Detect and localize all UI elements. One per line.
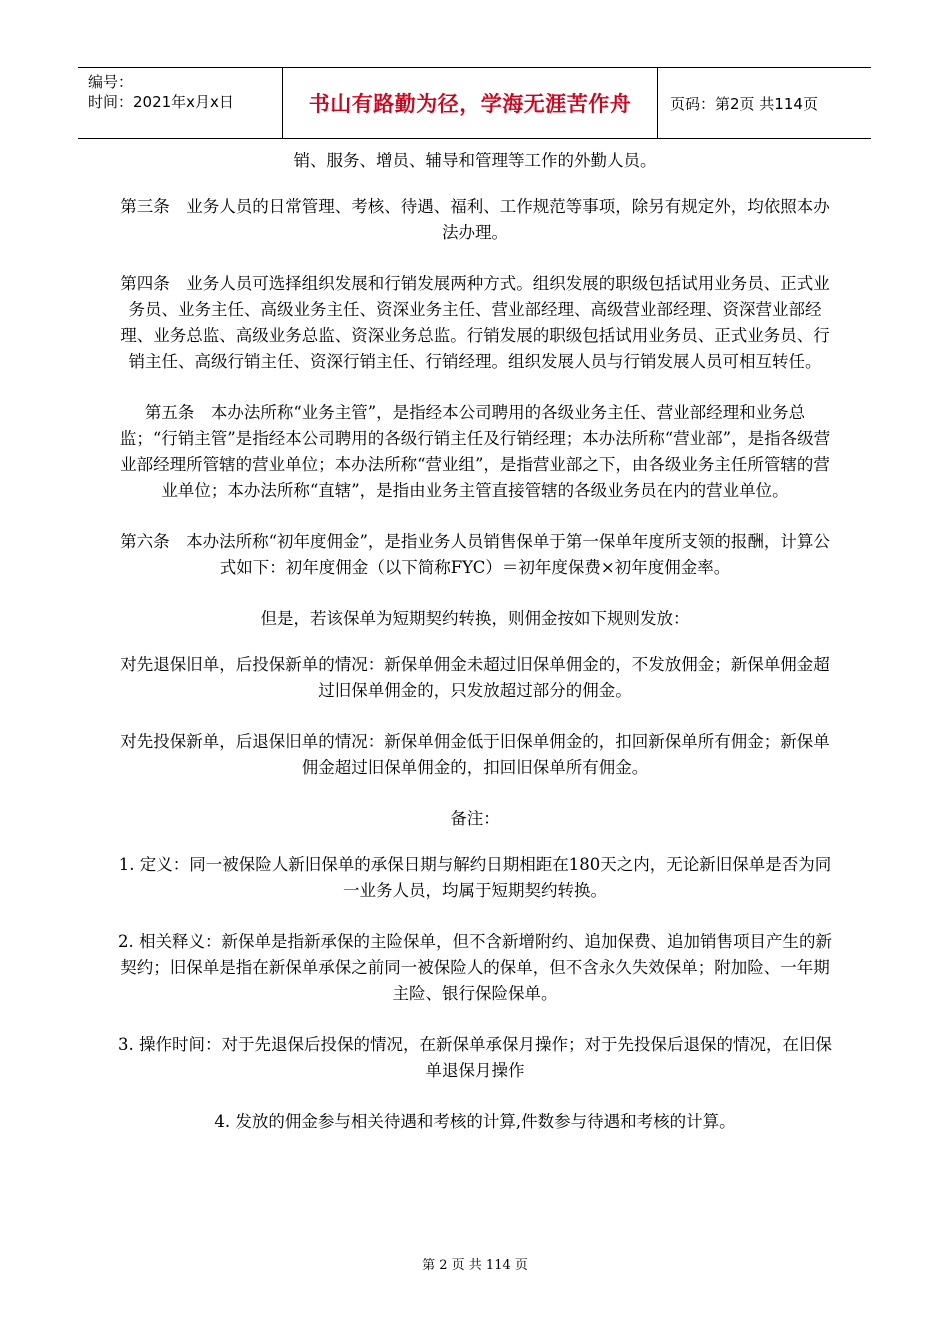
note-2: 2. 相关释义：新保单是指新承保的主险保单，但不含新增附约、追加保费、追加销售项目产生的新契约；旧保单是指在新保单承保之前同一被保险人的保单，但不含永久失效保单；附加险、一年期主险、银行保险保单。 [118, 932, 832, 1003]
paragraph-rule-2: 对先投保新单，后退保旧单的情况：新保单佣金低于旧保单佣金的，扣回新保单所有佣金；新保单佣金超过旧保单佣金的，扣回旧保单所有佣金。 [120, 732, 830, 777]
document-body [118, 148, 832, 1160]
note-3: 3. 操作时间：对于先退保后投保的情况，在新保单承保月操作；对于先投保后退保的情况，在旧保单退保月操作 [118, 1035, 832, 1080]
motto: 书山有路勤为径，学海无涯苦作舟 [283, 68, 658, 138]
article-5: 第五条 本办法所称“业务主管”，是指经本公司聘用的各级业务主任、营业部经理和业务总监；“行销主管”是指经本公司聘用的各级行销主任及行销经理；本办法所称“营业部”，是指各级营业部经理所管辖的营业单位；本办法所称“营业组”，是指营业部之下，由各级业务主任所管辖的营业单位；本办法所称“直辖”，是指由业务主管直接管辖的各级业务员在内的营业单位。 [119, 403, 831, 500]
page-code: 页码：第2页 共114页 [670, 94, 818, 113]
paragraph-exception: 但是，若该保单为短期契约转换，则佣金按如下规则发放： [260, 609, 690, 628]
notes-heading: 备注： [450, 809, 500, 828]
article-3: 第三条 业务人员的日常管理、考核、待遇、福利、工作规范等事项，除另有规定外，均依照本办法办理。 [120, 197, 830, 242]
note-4: 4. 发放的佣金参与相关待遇和考核的计算,件数参与待遇和考核的计算。 [214, 1112, 736, 1131]
paragraph-rule-1: 对先退保旧单，后投保新单的情况：新保单佣金未超过旧保单佣金的，不发放佣金；新保单佣金超过旧保单佣金的，只发放超过部分的佣金。 [120, 655, 830, 700]
page-header [78, 67, 871, 139]
page-footer: 第 2 页 共 114 页 [422, 1258, 528, 1273]
header-info-cell [78, 68, 283, 138]
note-1: 1. 定义：同一被保险人新旧保单的承保日期与解约日期相距在180天之内，无论新旧保单是否为同一业务人员，均属于短期契约转换。 [118, 855, 832, 900]
paragraph-continuation: 销、服务、增员、辅导和管理等工作的外勤人员。 [293, 151, 657, 170]
article-6: 第六条 本办法所称“初年度佣金”，是指业务人员销售保单于第一保单年度所支领的报酬，计算公式如下：初年度佣金（以下简称FYC）＝初年度保费×初年度佣金率。 [120, 532, 830, 577]
date-label: 时间：2021年x月x日 [88, 93, 234, 111]
number-label: 编号： [88, 73, 134, 91]
article-4: 第四条 业务人员可选择组织发展和行销发展两种方式。组织发展的职级包括试用业务员、正式业务员、业务主任、高级业务主任、资深业务主任、营业部经理、高级营业部经理、资深营业部经理、业务总监、高级业务总监、资深业务总监。行销发展的职级包括试用业务员、正式业务员、行销主任、高级行销主任、资深行销主任、行销经理。组织发展人员与行销发展人员可相互转任。 [120, 274, 830, 371]
